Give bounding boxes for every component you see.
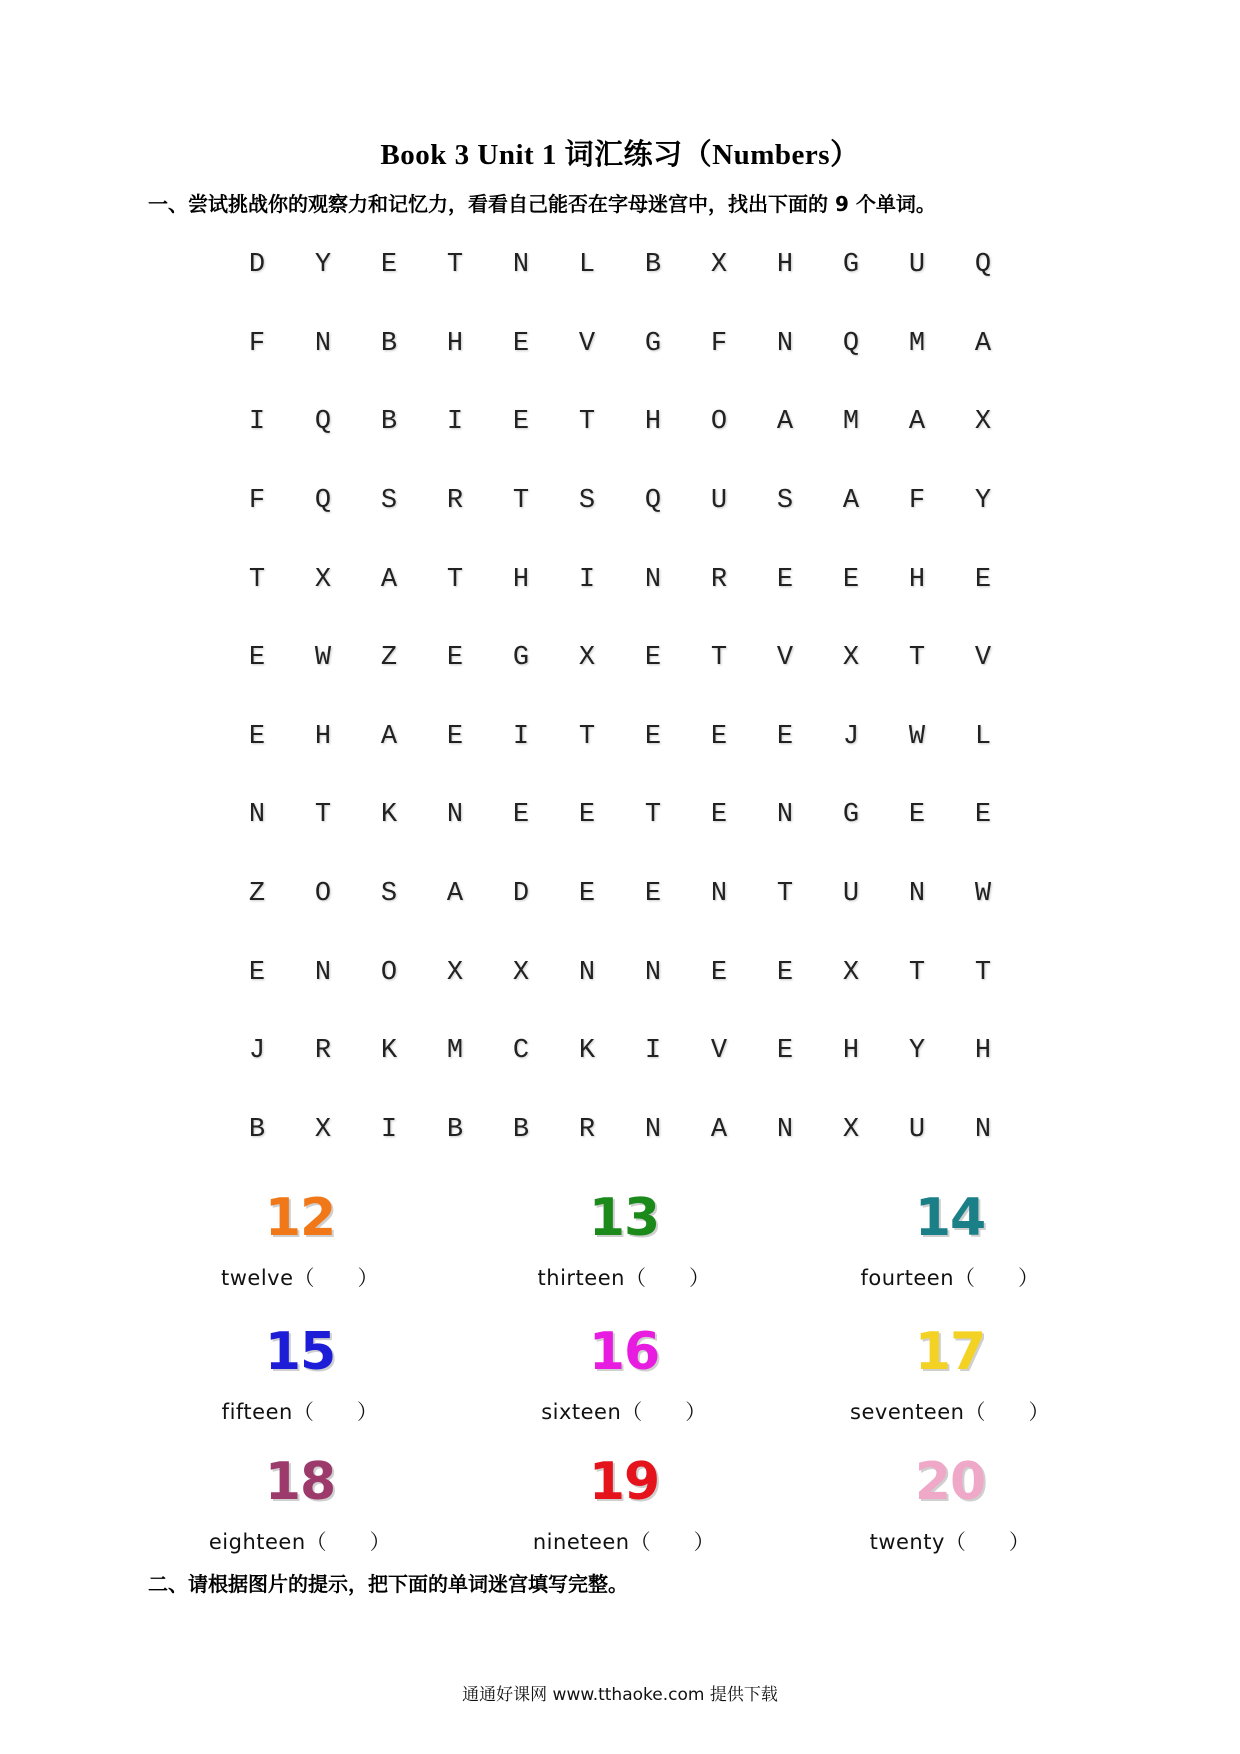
- grid-letter: E: [512, 407, 530, 438]
- grid-letter: N: [644, 957, 662, 988]
- answer-blank-close: ）: [685, 1400, 707, 1424]
- grid-letter: G: [842, 800, 860, 831]
- answer-blank-open: （: [305, 1530, 328, 1554]
- grid-letter: A: [974, 328, 992, 359]
- number-word: twelve: [220, 1266, 294, 1290]
- grid-letter: K: [578, 1036, 596, 1067]
- answer-blank-close: ）: [1018, 1266, 1040, 1290]
- grid-letter: F: [710, 328, 728, 359]
- grid-letter: T: [446, 564, 464, 595]
- grid-letter: T: [512, 486, 530, 517]
- number-figure: 12: [264, 1188, 336, 1248]
- grid-letter: I: [578, 564, 596, 595]
- number-figure: 18: [264, 1452, 336, 1512]
- number-card: [810, 1188, 1090, 1292]
- grid-letter: O: [380, 957, 398, 988]
- grid-letter: X: [710, 250, 728, 281]
- grid-letter: M: [842, 407, 860, 438]
- grid-letter: X: [314, 564, 332, 595]
- grid-letter: T: [644, 800, 662, 831]
- grid-letter: N: [776, 1114, 794, 1145]
- grid-letter: N: [512, 250, 530, 281]
- grid-letter: A: [842, 486, 860, 517]
- grid-letter: X: [842, 643, 860, 674]
- answer-blank-open: （: [293, 1266, 315, 1290]
- grid-letter: J: [248, 1036, 266, 1067]
- number-word-line: [160, 1526, 440, 1556]
- grid-letter: T: [314, 800, 332, 831]
- grid-letter: E: [710, 957, 728, 988]
- grid-letter: Q: [974, 250, 992, 281]
- grid-letter: S: [578, 486, 596, 517]
- section-2-instruction: 二、请根据图片的提示，把下面的单词迷宫填写完整。: [148, 1572, 628, 1596]
- grid-letter: C: [512, 1036, 530, 1067]
- answer-blank-close: ）: [356, 1400, 379, 1424]
- number-word-line: [160, 1262, 440, 1292]
- grid-letter: V: [578, 328, 596, 359]
- grid-letter: Y: [974, 486, 992, 517]
- grid-letter: N: [446, 800, 464, 831]
- grid-letter: W: [314, 643, 332, 674]
- grid-letter: I: [512, 721, 530, 752]
- number-card: [484, 1188, 764, 1292]
- grid-letter: E: [512, 328, 530, 359]
- grid-letter: E: [710, 800, 728, 831]
- grid-letter: B: [380, 407, 398, 438]
- grid-letter: E: [578, 800, 596, 831]
- grid-letter: N: [314, 328, 332, 359]
- number-card: [810, 1322, 1090, 1426]
- answer-blank-open: （: [964, 1400, 986, 1424]
- grid-letter: H: [842, 1036, 860, 1067]
- grid-letter: X: [842, 957, 860, 988]
- answer-blank-close: ）: [369, 1530, 392, 1554]
- grid-letter: E: [512, 800, 530, 831]
- grid-letter: T: [710, 643, 728, 674]
- grid-letter: E: [578, 879, 596, 910]
- grid-letter: O: [710, 407, 728, 438]
- answer-blank-close: ）: [1008, 1530, 1031, 1554]
- grid-letter: E: [842, 564, 860, 595]
- number-word-line: [160, 1396, 440, 1426]
- grid-letter: T: [578, 721, 596, 752]
- number-figure: 15: [264, 1322, 336, 1382]
- number-card: [484, 1322, 764, 1426]
- grid-letter: W: [908, 721, 926, 752]
- number-word-line: [484, 1526, 764, 1556]
- grid-letter: D: [512, 879, 530, 910]
- grid-letter: E: [248, 721, 266, 752]
- grid-letter: Z: [248, 879, 266, 910]
- answer-blank-close: ）: [693, 1530, 716, 1554]
- grid-letter: B: [446, 1114, 464, 1145]
- grid-letter: A: [446, 879, 464, 910]
- grid-letter: T: [974, 957, 992, 988]
- grid-letter: A: [710, 1114, 728, 1145]
- grid-letter: L: [578, 250, 596, 281]
- answer-blank-close: ）: [357, 1266, 379, 1290]
- section-1-instruction: 一、尝试挑战你的观察力和记忆力，看看自己能否在字母迷宫中，找出下面的 9 个单词。: [148, 192, 936, 216]
- page-footer: 通通好课网 www.tthaoke.com 提供下载: [462, 1685, 778, 1705]
- grid-letter: X: [578, 643, 596, 674]
- number-word-line: [484, 1262, 764, 1292]
- number-card: [160, 1452, 440, 1556]
- answer-blank-open: （: [944, 1530, 967, 1554]
- number-word: sixteen: [541, 1400, 622, 1424]
- grid-letter: B: [644, 250, 662, 281]
- number-figure: 16: [588, 1322, 660, 1382]
- answer-blank-open: （: [624, 1266, 647, 1290]
- grid-letter: X: [446, 957, 464, 988]
- grid-letter: E: [644, 879, 662, 910]
- grid-letter: N: [776, 800, 794, 831]
- grid-letter: M: [446, 1036, 464, 1067]
- answer-blank-open: （: [292, 1400, 315, 1424]
- grid-letter: V: [776, 643, 794, 674]
- grid-letter: I: [644, 1036, 662, 1067]
- grid-letter: R: [314, 1036, 332, 1067]
- number-figure: 13: [588, 1188, 660, 1248]
- answer-blank-close: ）: [1028, 1400, 1050, 1424]
- grid-letter: E: [776, 1036, 794, 1067]
- grid-letter: H: [512, 564, 530, 595]
- grid-letter: Q: [314, 486, 332, 517]
- grid-letter: A: [776, 407, 794, 438]
- grid-letter: Q: [842, 328, 860, 359]
- grid-letter: H: [446, 328, 464, 359]
- grid-letter: E: [710, 721, 728, 752]
- grid-letter: E: [446, 643, 464, 674]
- grid-letter: U: [842, 879, 860, 910]
- grid-letter: E: [776, 721, 794, 752]
- grid-letter: R: [446, 486, 464, 517]
- grid-letter: R: [710, 564, 728, 595]
- grid-letter: N: [776, 328, 794, 359]
- grid-letter: G: [842, 250, 860, 281]
- grid-letter: X: [512, 957, 530, 988]
- grid-letter: E: [248, 957, 266, 988]
- grid-letter: U: [908, 250, 926, 281]
- grid-letter: G: [644, 328, 662, 359]
- grid-letter: I: [248, 407, 266, 438]
- number-word: fourteen: [860, 1266, 955, 1290]
- number-word: twenty: [869, 1530, 945, 1554]
- grid-letter: T: [446, 250, 464, 281]
- grid-letter: E: [974, 564, 992, 595]
- grid-letter: T: [248, 564, 266, 595]
- grid-letter: U: [710, 486, 728, 517]
- grid-letter: M: [908, 328, 926, 359]
- grid-letter: T: [908, 957, 926, 988]
- grid-letter: N: [710, 879, 728, 910]
- grid-letter: N: [644, 564, 662, 595]
- number-word: nineteen: [532, 1530, 630, 1554]
- grid-letter: E: [446, 721, 464, 752]
- grid-letter: N: [248, 800, 266, 831]
- answer-blank-open: （: [629, 1530, 652, 1554]
- grid-letter: I: [446, 407, 464, 438]
- number-word-line: [484, 1396, 764, 1426]
- grid-letter: B: [248, 1114, 266, 1145]
- grid-letter: E: [908, 800, 926, 831]
- grid-letter: E: [644, 721, 662, 752]
- grid-letter: E: [776, 957, 794, 988]
- number-word: fifteen: [221, 1400, 293, 1424]
- grid-letter: B: [512, 1114, 530, 1145]
- grid-letter: S: [776, 486, 794, 517]
- answer-blank-open: （: [621, 1400, 643, 1424]
- number-card: [810, 1452, 1090, 1556]
- grid-letter: K: [380, 800, 398, 831]
- grid-letter: Q: [644, 486, 662, 517]
- grid-letter: E: [644, 643, 662, 674]
- grid-letter: A: [380, 564, 398, 595]
- grid-letter: F: [908, 486, 926, 517]
- grid-letter: E: [380, 250, 398, 281]
- grid-letter: H: [644, 407, 662, 438]
- grid-letter: A: [380, 721, 398, 752]
- number-card: [160, 1188, 440, 1292]
- number-word: thirteen: [537, 1266, 625, 1290]
- grid-letter: H: [974, 1036, 992, 1067]
- number-word: eighteen: [208, 1530, 306, 1554]
- grid-letter: X: [974, 407, 992, 438]
- grid-letter: S: [380, 486, 398, 517]
- grid-letter: T: [908, 643, 926, 674]
- number-word-line: [810, 1396, 1090, 1426]
- grid-letter: Z: [380, 643, 398, 674]
- grid-letter: N: [644, 1114, 662, 1145]
- number-word-line: [810, 1262, 1090, 1292]
- grid-letter: U: [908, 1114, 926, 1145]
- grid-letter: T: [776, 879, 794, 910]
- grid-letter: A: [908, 407, 926, 438]
- grid-letter: N: [908, 879, 926, 910]
- grid-letter: W: [974, 879, 992, 910]
- grid-letter: N: [578, 957, 596, 988]
- number-figure: 20: [914, 1452, 986, 1512]
- grid-letter: T: [578, 407, 596, 438]
- grid-letter: V: [974, 643, 992, 674]
- grid-letter: N: [974, 1114, 992, 1145]
- grid-letter: L: [974, 721, 992, 752]
- grid-letter: J: [842, 721, 860, 752]
- number-card: [484, 1452, 764, 1556]
- grid-letter: G: [512, 643, 530, 674]
- grid-letter: E: [974, 800, 992, 831]
- grid-letter: V: [710, 1036, 728, 1067]
- grid-letter: X: [842, 1114, 860, 1145]
- grid-letter: D: [248, 250, 266, 281]
- page-title: Book 3 Unit 1 词汇练习（Numbers）: [380, 139, 860, 171]
- grid-letter: X: [314, 1114, 332, 1145]
- number-figure: 14: [914, 1188, 986, 1248]
- answer-blank-open: （: [954, 1266, 976, 1290]
- grid-letter: Y: [314, 250, 332, 281]
- grid-letter: O: [314, 879, 332, 910]
- grid-letter: H: [908, 564, 926, 595]
- number-word: seventeen: [850, 1400, 965, 1424]
- grid-letter: Q: [314, 407, 332, 438]
- grid-letter: B: [380, 328, 398, 359]
- grid-letter: N: [314, 957, 332, 988]
- grid-letter: F: [248, 486, 266, 517]
- number-figure: 19: [588, 1452, 660, 1512]
- grid-letter: K: [380, 1036, 398, 1067]
- number-card: [160, 1322, 440, 1426]
- number-figure: 17: [914, 1322, 986, 1382]
- grid-letter: H: [314, 721, 332, 752]
- answer-blank-close: ）: [688, 1266, 711, 1290]
- grid-letter: I: [380, 1114, 398, 1145]
- grid-letter: Y: [908, 1036, 926, 1067]
- grid-letter: F: [248, 328, 266, 359]
- grid-letter: E: [248, 643, 266, 674]
- grid-letter: H: [776, 250, 794, 281]
- grid-letter: S: [380, 879, 398, 910]
- number-word-line: [810, 1526, 1090, 1556]
- grid-letter: R: [578, 1114, 596, 1145]
- grid-letter: E: [776, 564, 794, 595]
